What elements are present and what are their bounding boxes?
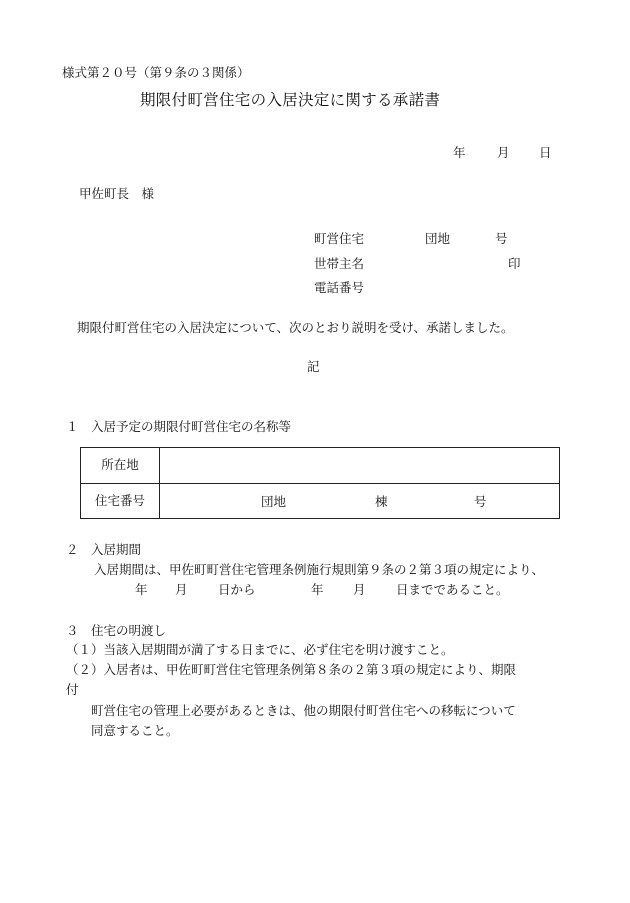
section1-heading: １ 入居予定の期限付町営住宅の名称等 [66, 419, 292, 434]
section2-heading: ２ 入居期間 [66, 542, 142, 557]
housing-info-table [80, 447, 560, 519]
date-day-label: 日 [539, 145, 552, 160]
period-to-year: 年 [311, 582, 324, 597]
period-to-month: 月 [353, 582, 366, 597]
intro-statement: 期限付町営住宅の入居決定について、次のとおり説明を受け、承諾しました。 [77, 320, 514, 335]
vacate-item-2-line3: 町営住宅の管理上必要があるときは、他の期限付町営住宅への移転について [91, 703, 516, 718]
period-to-day: 日までであること。 [396, 582, 509, 597]
phone-label: 電話番号 [314, 280, 365, 295]
table-tou-label: 棟 [375, 494, 388, 509]
ki-heading: 記 [307, 359, 320, 374]
section3-heading: ３ 住宅の明渡し [66, 623, 167, 638]
vacate-item-2-line4: 同意すること。 [91, 723, 179, 738]
period-from-day: 日から [218, 582, 256, 597]
housing-danchi-label: 団地 [425, 231, 451, 246]
form-number: 様式第２０号（第９条の３関係） [62, 65, 250, 80]
location-label: 所在地 [101, 457, 139, 473]
housing-number-label: 住宅番号 [94, 493, 145, 509]
date-year-label: 年 [453, 145, 466, 160]
period-from-year: 年 [135, 582, 148, 597]
housing-gou-label: 号 [495, 231, 508, 246]
addressee: 甲佐町長 様 [79, 186, 155, 201]
period-text: 入居期間は、甲佐町町営住宅管理条例施行規則第９条の２第３項の規定により、 [94, 562, 545, 577]
household-head-label: 世帯主名 [314, 256, 365, 271]
document-title: 期限付町営住宅の入居決定に関する承諾書 [140, 91, 441, 109]
table-gou-label: 号 [474, 494, 487, 509]
date-month-label: 月 [497, 145, 510, 160]
period-from-month: 月 [175, 582, 188, 597]
table-danchi-label: 団地 [261, 494, 287, 509]
vacate-item-2-line2: 付 [66, 682, 79, 697]
vacate-item-2-line1: （２）入居者は、甲佐町町営住宅管理条例第８条の２第３項の規定により、期限 [66, 662, 517, 677]
location-value-cell[interactable] [160, 448, 560, 483]
seal-mark: 印 [508, 256, 521, 271]
vacate-item-1: （１）当該入居期間が満了する日までに、必ず住宅を明け渡すこと。 [66, 642, 454, 657]
housing-label: 町営住宅 [314, 231, 365, 246]
